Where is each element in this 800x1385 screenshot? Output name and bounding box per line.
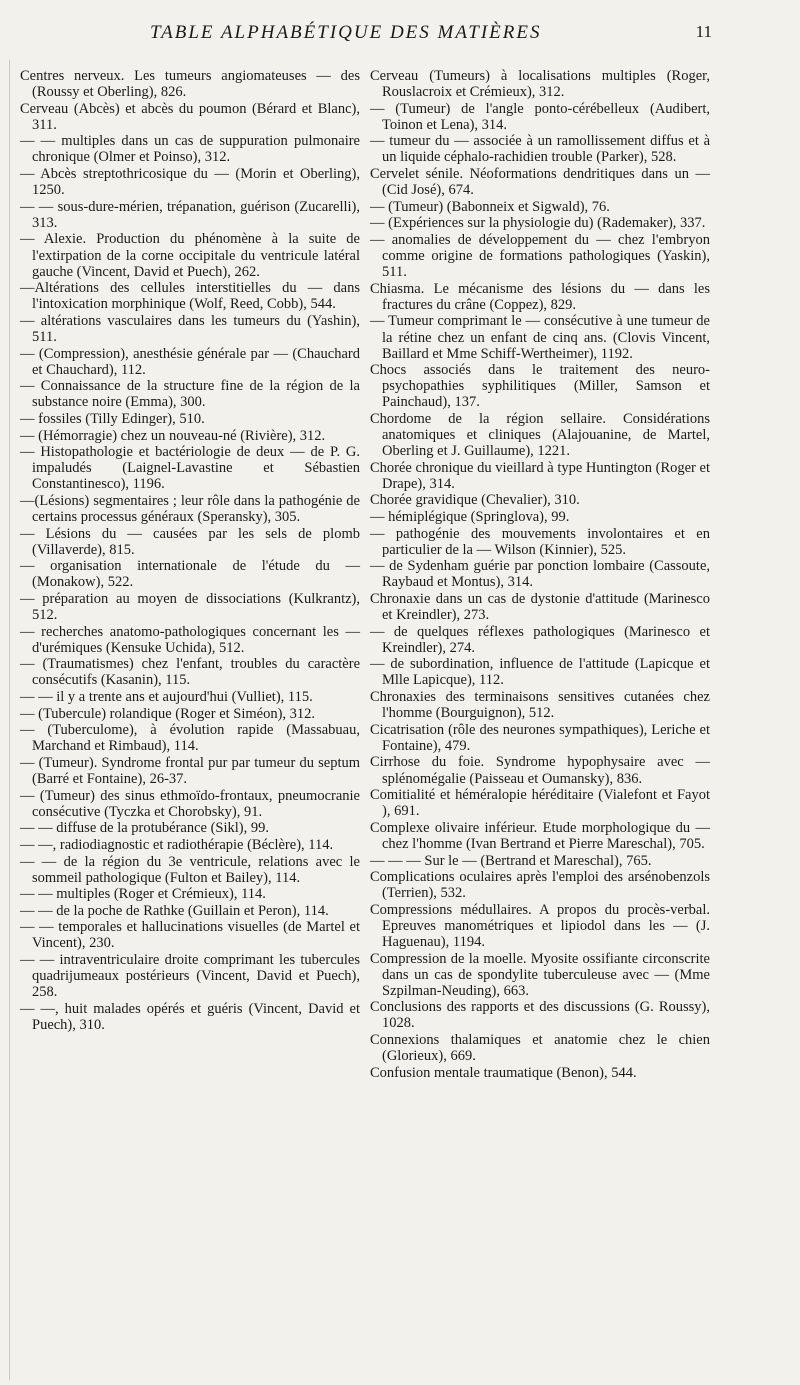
index-entry: — de quelques réflexes pathologiques (Marinesco et Kreindler), 274. bbox=[370, 623, 710, 656]
index-entry: Connexions thalamiques et anatomie chez le chien (Glorieux), 669. bbox=[370, 1032, 710, 1065]
index-entry: Chronaxies des terminaisons sensitives cutanées chez l'homme (Bourguignon), 512. bbox=[370, 689, 710, 722]
index-entry: — — diffuse de la protubérance (Sikl), 99. bbox=[20, 820, 269, 837]
index-entry: — — multiples (Roger et Crémieux), 114. bbox=[20, 886, 266, 903]
right-column bbox=[370, 68, 710, 1081]
index-entry: — — sous-dure-mérien, trépanation, guérison (Zucarelli), 313. bbox=[20, 198, 360, 231]
index-entry: — — — Sur le — (Bertrand et Mareschal), 765. bbox=[370, 852, 652, 869]
index-entry: — Lésions du — causées par les sels de plomb (Villaverde), 815. bbox=[20, 525, 360, 558]
index-entry: —Altérations des cellules interstitielles du — dans l'intoxication morphinique (Wolf, Reed, Cobb), 544. bbox=[20, 280, 360, 313]
index-entry: — Abcès streptothricosique du — (Morin et Oberling), 1250. bbox=[20, 166, 360, 199]
index-entry: Cerveau (Tumeurs) à localisations multiples (Roger, Rouslacroix et Crémieux), 312. bbox=[370, 68, 710, 101]
index-entry: — (Compression), anesthésie générale par — (Chauchard et Chauchard), 112. bbox=[20, 345, 360, 378]
binding-edge bbox=[9, 60, 10, 1380]
index-entry: — — il y a trente ans et aujourd'hui (Vulliet), 115. bbox=[20, 689, 313, 706]
index-entry: — (Tumeur) de l'angle ponto-cérébelleux (Audibert, Toinon et Lena), 314. bbox=[370, 100, 710, 133]
page-number: 11 bbox=[695, 22, 712, 41]
index-entry: — — de la poche de Rathke (Guillain et Peron), 114. bbox=[20, 902, 329, 919]
index-entry: — —, radiodiagnostic et radiothérapie (Béclère), 114. bbox=[20, 836, 334, 853]
index-entry: — Tumeur comprimant le — consécutive à une tumeur de la rétine chez un enfant de cinq ans. (Clovis Vincent, Baillard et Mme Schiff-Wertheimer), 1192. bbox=[370, 313, 710, 362]
index-entry: Chorée chronique du vieillard à type Huntington (Roger et Drape), 314. bbox=[370, 459, 710, 492]
index-entry: Chronaxie dans un cas de dystonie d'attitude (Marinesco et Kreindler), 273. bbox=[370, 591, 710, 624]
running-head bbox=[0, 22, 800, 50]
index-entry: — préparation au moyen de dissociations (Kulkrantz), 512. bbox=[20, 591, 360, 624]
index-entry: — recherches anatomo-pathologiques concernant les — d'urémiques (Kensuke Uchida), 512. bbox=[20, 623, 360, 656]
index-entry: — (Traumatismes) chez l'enfant, troubles du caractère consécutifs (Kasanin), 115. bbox=[20, 656, 360, 689]
page-title: TABLE ALPHABÉTIQUE DES MATIÈRES bbox=[150, 22, 542, 43]
index-entry: — altérations vasculaires dans les tumeurs du (Yashin), 511. bbox=[20, 312, 360, 345]
index-entry: Chorée gravidique (Chevalier), 310. bbox=[370, 492, 580, 509]
index-entry: — tumeur du — associée à un ramollissement diffus et à un liquide céphalo-rachidien trouble (Parker), 528. bbox=[370, 133, 710, 166]
index-entry: — Histopathologie et bactériologie de deux — de P. G. impaludés (Laignel-Lavastine et Sébastien Constantinesco), 1196. bbox=[20, 444, 360, 493]
index-entry: Chocs associés dans le traitement des neuro-psychopathies syphilitiques (Miller, Samson et Painchaud), 137. bbox=[370, 362, 710, 411]
index-entry: Cervelet sénile. Néoformations dendritiques dans un — (Cid José), 674. bbox=[370, 166, 710, 199]
index-entry: — — multiples dans un cas de suppuration pulmonaire chronique (Olmer et Poinso), 312. bbox=[20, 133, 360, 166]
index-entry: — (Tumeur) des sinus ethmoïdo-frontaux, pneumocranie consécutive (Tyczka et Chorobsky), 91. bbox=[20, 787, 360, 820]
index-entry: Conclusions des rapports et des discussions (G. Roussy), 1028. bbox=[370, 999, 710, 1032]
index-entry: — — intraventriculaire droite comprimant les tubercules quadrijumeaux postérieurs (Vincent, David et Puech), 258. bbox=[20, 952, 360, 1001]
index-entry: — —, huit malades opérés et guéris (Vincent, David et Puech), 310. bbox=[20, 1000, 360, 1033]
index-entry: — (Tumeur) (Babonneix et Sigwald), 76. bbox=[370, 198, 610, 215]
index-entry: — Alexie. Production du phénomène à la suite de l'extirpation de la corne occipitale du ventricule latéral gauche (Vincent, David et Puech), 262. bbox=[20, 231, 360, 280]
index-entry: — (Tuberculome), à évolution rapide (Massabuau, Marchand et Rimbaud), 114. bbox=[20, 722, 360, 755]
index-entry: — Connaissance de la structure fine de la région de la substance noire (Emma), 300. bbox=[20, 378, 360, 411]
index-entry: Chordome de la région sellaire. Considérations anatomiques et cliniques (Alajouanine, de Martel, Oberling et J. Guillaume), 1221. bbox=[370, 410, 710, 460]
index-entry: — de subordination, influence de l'attitude (Lapicque et Mlle Lapicque), 112. bbox=[370, 656, 710, 689]
index-entry: Centres nerveux. Les tumeurs angiomateuses — des (Roussy et Oberling), 826. bbox=[20, 68, 360, 101]
index-entry: — de Sydenham guérie par ponction lombaire (Cassoute, Raybaud et Montus), 314. bbox=[370, 558, 710, 591]
index-entry: — (Tumeur). Syndrome frontal pur par tumeur du septum (Barré et Fontaine), 26-37. bbox=[20, 754, 360, 788]
index-entry: —(Lésions) segmentaires ; leur rôle dans la pathogénie de certains processus généraux (Speransky), 305. bbox=[20, 492, 360, 526]
index-entry: Chiasma. Le mécanisme des lésions du — dans les fractures du crâne (Coppez), 829. bbox=[370, 280, 710, 313]
index-entry: Cirrhose du foie. Syndrome hypophysaire avec — splénomégalie (Paisseau et Oumansky), 836. bbox=[370, 754, 710, 787]
index-entry: Confusion mentale traumatique (Benon), 544. bbox=[370, 1064, 637, 1081]
index-entry: — (Hémorragie) chez un nouveau-né (Rivière), 312. bbox=[20, 427, 326, 444]
index-entry: — (Expériences sur la physiologie du) (Rademaker), 337. bbox=[370, 215, 706, 232]
left-column bbox=[20, 68, 360, 1034]
index-entry: Compressions médullaires. A propos du procès-verbal. Epreuves manométriques et lipiodol dans les — (J. Haguenau), 1194. bbox=[370, 901, 710, 950]
index-entry: Cicatrisation (rôle des neurones sympathiques), Leriche et Fontaine), 479. bbox=[370, 721, 710, 754]
index-entry: — pathogénie des mouvements involontaires et en particulier de la — Wilson (Kinnier), 525. bbox=[370, 525, 710, 558]
index-entry: — fossiles (Tilly Edinger), 510. bbox=[20, 410, 205, 427]
index-entry: — organisation internationale de l'étude du — (Monakow), 522. bbox=[20, 558, 360, 591]
index-entry: — — temporales et hallucinations visuelles (de Martel et Vincent), 230. bbox=[20, 919, 360, 952]
index-entry: Complexe olivaire inférieur. Etude morphologique du — chez l'homme (Ivan Bertrand et Pierre Mareschal), 705. bbox=[370, 819, 710, 852]
index-entry: — (Tubercule) rolandique (Roger et Siméon), 312. bbox=[20, 705, 316, 722]
index-entry: Cerveau (Abcès) et abcès du poumon (Bérard et Blanc), 311. bbox=[20, 100, 360, 133]
index-entry: — — de la région du 3e ventricule, relations avec le sommeil pathologique (Fulton et Bailey), 114. bbox=[20, 853, 360, 886]
index-entry: Complications oculaires après l'emploi des arsénobenzols (Terrien), 532. bbox=[370, 869, 710, 902]
index-entry: — anomalies de développement du — chez l'embryon comme origine de formations pathologiques (Yaskin), 511. bbox=[370, 231, 710, 281]
index-entry: — hémiplégique (Springlova), 99. bbox=[370, 509, 570, 526]
index-entry: Comitialité et héméralopie héréditaire (Vialefont et Fayot ), 691. bbox=[370, 787, 710, 820]
index-entry: Compression de la moelle. Myosite ossifiante circonscrite dans un cas de spondylite tuberculeuse avec — (Mme Szpilman-Neuding), 663. bbox=[370, 950, 710, 999]
